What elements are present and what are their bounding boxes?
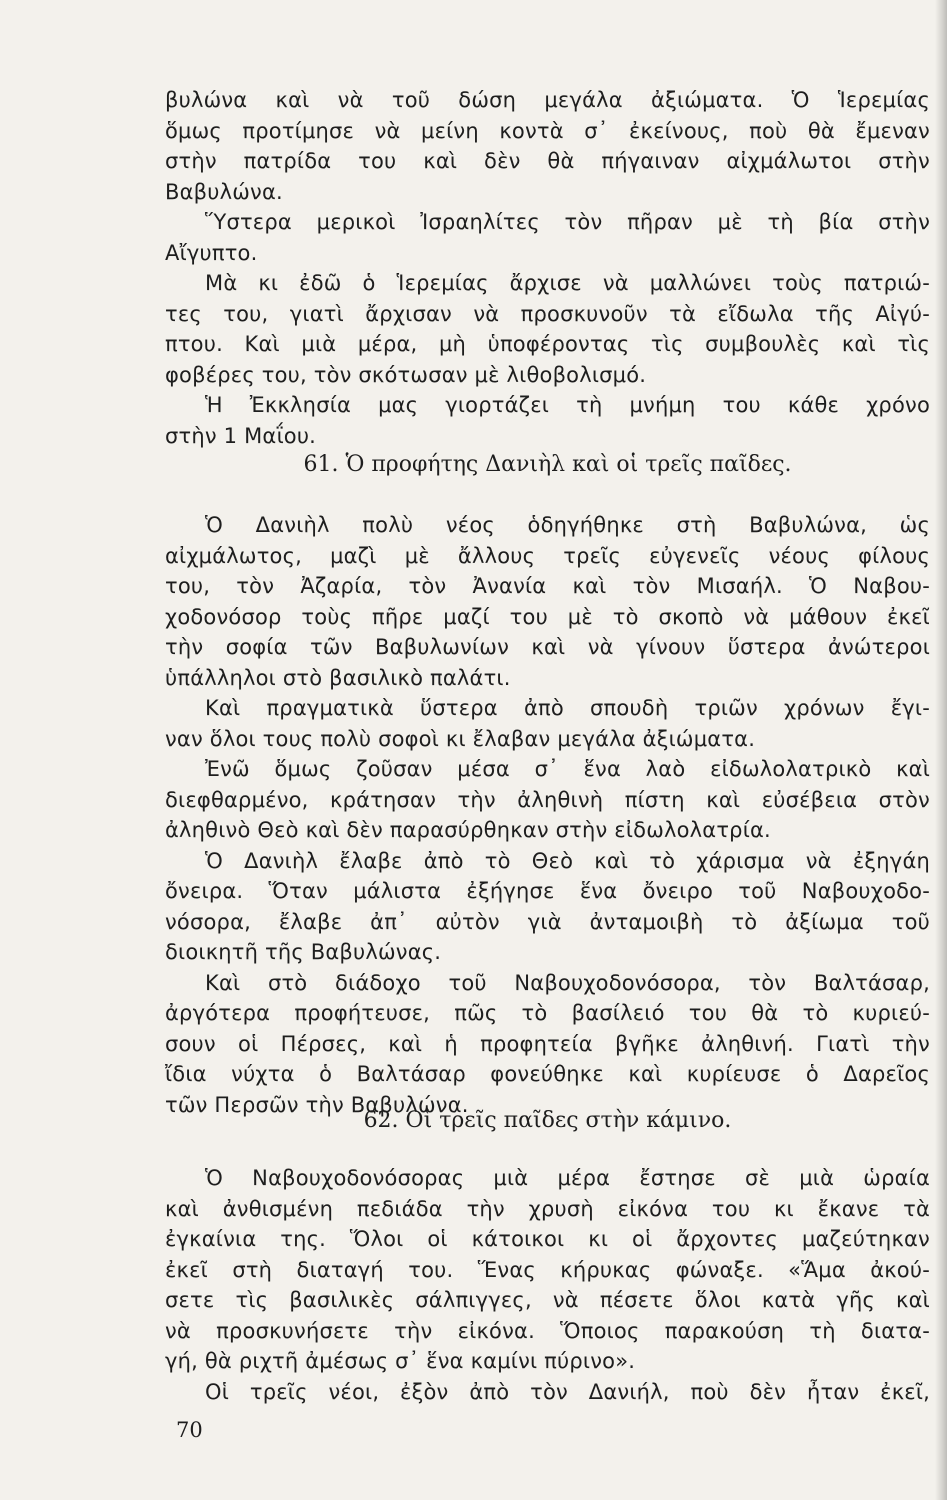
text-line: Καὶ στὸ διάδοχο τοῦ Ναβουχοδονόσορα, τὸν Βαλτάσαρ, bbox=[205, 970, 930, 995]
text-line: ἐκεῖ στὴ διαταγή του. Ἕνας κήρυκας φώναξε. «Ἅμα ἀκού- bbox=[165, 1257, 930, 1282]
text-line: χοδονόσορ τοὺς πῆρε μαζί του μὲ τὸ σκοπὸ νὰ μάθουν ἐκεῖ bbox=[165, 604, 930, 629]
text-line: Καὶ πραγματικὰ ὕστερα ἀπὸ σπουδὴ τριῶν χρόνων ἔγι- bbox=[205, 696, 930, 720]
text-line: ἴδια νύχτα ὁ Βαλτάσαρ φονεύθηκε καὶ κυρίευσε ὁ Δαρεῖος bbox=[165, 1062, 930, 1086]
text-line: πτου. Καὶ μιὰ μέρα, μὴ ὑποφέροντας τὶς συμβουλὲς καὶ τὶς bbox=[165, 332, 930, 356]
text-line: ναν ὅλοι τους πολὺ σοφοὶ κι ἔλαβαν μεγάλα ἀξιώματα. bbox=[165, 726, 756, 751]
page-number: 70 bbox=[176, 1418, 203, 1442]
text-line: του, τὸν Ἀζαρία, τὸν Ἀνανία καὶ τὸν Μισαήλ. Ὁ Ναβου- bbox=[165, 574, 930, 598]
text-line: φοβέρες του, τὸν σκότωσαν μὲ λιθοβολισμό. bbox=[165, 362, 647, 387]
text-line: Ὁ Ναβουχοδονόσορας μιὰ μέρα ἔστησε σὲ μιὰ ὡραία bbox=[205, 1166, 930, 1190]
text-line: αἰχμάλωτος, μαζὶ μὲ ἄλλους τρεῖς εὐγενεῖς νέους φίλους bbox=[165, 543, 930, 568]
section-61-body bbox=[165, 510, 930, 1120]
text-line: Βαβυλώνα. bbox=[165, 179, 283, 204]
page-edge-shadow bbox=[935, 0, 947, 1500]
text-line: καὶ ἀνθισμένη πεδιάδα τὴν χρυσὴ εἰκόνα του κι ἔκανε τὰ bbox=[165, 1196, 930, 1221]
text-line: βυλώνα καὶ νὰ τοῦ δώση μεγάλα ἀξιώματα. Ὁ Ἱερεμίας bbox=[165, 88, 930, 112]
text-line: Ὕστερα μερικοὶ Ἰσραηλίτες τὸν πῆραν μὲ τὴ βία στὴν bbox=[205, 210, 930, 234]
text-line: τῶν Περσῶν τὴν Βαβυλώνα. bbox=[165, 1092, 469, 1117]
text-line: γή, θὰ ριχτῆ ἀμέσως σ᾿ ἕνα καμίνι πύρινο». bbox=[165, 1349, 636, 1373]
text-line: νόσορα, ἔλαβε ἀπ᾿ αὐτὸν γιὰ ἀνταμοιβὴ τὸ ἀξίωμα τοῦ bbox=[165, 909, 930, 934]
text-line: Μὰ κι ἐδῶ ὁ Ἱερεμίας ἄρχισε νὰ μαλλώνει τοὺς πατριώ- bbox=[205, 271, 930, 295]
text-line: τες του, γιατὶ ἄρχισαν νὰ προσκυνοῦν τὰ εἴδωλα τῆς Αἰγύ- bbox=[165, 301, 930, 326]
text-line: Οἱ τρεῖς νέοι, ἐξὸν ἀπὸ τὸν Δανιήλ, ποὺ δὲν ἦταν ἐκεῖ, bbox=[205, 1379, 930, 1404]
text-line: σουν οἱ Πέρσες, καὶ ἡ προφητεία βγῆκε ἀληθινή. Γιατὶ τὴν bbox=[165, 1031, 930, 1056]
text-line: τὴν σοφία τῶν Βαβυλωνίων καὶ νὰ γίνουν ὕστερα ἀνώτεροι bbox=[165, 635, 930, 659]
text-line: στὴν 1 Μαΐου. bbox=[165, 423, 317, 448]
text-line: νὰ προσκυνήσετε τὴν εἰκόνα. Ὅποιος παρακούση τὴ διατα- bbox=[165, 1318, 930, 1343]
text-line: διοικητῆ τῆς Βαβυλώνας. bbox=[165, 940, 442, 964]
text-line: Ἐνῶ ὅμως ζοῦσαν μέσα σ᾿ ἕνα λαὸ εἰδωλολατρικὸ καὶ bbox=[205, 757, 930, 781]
text-line: Αἴγυπτο. bbox=[165, 240, 258, 265]
text-line: ἐγκαίνια της. Ὅλοι οἱ κάτοικοι κι οἱ ἄρχοντες μαζεύτηκαν bbox=[165, 1227, 930, 1251]
top-paragraph bbox=[165, 85, 930, 451]
text-line: στὴν πατρίδα του καὶ δὲν θὰ πήγαιναν αἰχμάλωτοι στὴν bbox=[165, 149, 930, 173]
text-line: Ὁ Δανιὴλ πολὺ νέος ὁδηγήθηκε στὴ Βαβυλώνα, ὡς bbox=[205, 513, 930, 537]
text-line: ὑπάλληλοι στὸ βασιλικὸ παλάτι. bbox=[165, 665, 511, 690]
text-line: Ὁ Δανιὴλ ἔλαβε ἀπὸ τὸ Θεὸ καὶ τὸ χάρισμα νὰ ἐξηγάη bbox=[205, 848, 930, 873]
text-line: ἀληθινὸ Θεὸ καὶ δὲν παρασύρθηκαν στὴν εἰδωλολατρία. bbox=[165, 818, 771, 842]
section-62-body bbox=[165, 1163, 930, 1407]
text-line: Ἡ Ἐκκλησία μας γιορτάζει τὴ μνήμη του κάθε χρόνο bbox=[205, 393, 930, 417]
text-line: διεφθαρμένο, κράτησαν τὴν ἀληθινὴ πίστη καὶ εὐσέβεια στὸν bbox=[165, 787, 930, 812]
section-62-heading: 62. Οἱ τρεῖς παῖδες στὴν κάμινο. bbox=[363, 1108, 732, 1133]
text-line: ὄνειρα. Ὅταν μάλιστα ἐξήγησε ἕνα ὄνειρο τοῦ Ναβουχοδο- bbox=[165, 879, 930, 903]
text-line: ὅμως προτίμησε νὰ μείνη κοντὰ σ᾿ ἐκείνους, ποὺ θὰ ἔμεναν bbox=[165, 118, 930, 143]
text-line: σετε τὶς βασιλικὲς σάλπιγγες, νὰ πέσετε ὅλοι κατὰ γῆς καὶ bbox=[165, 1288, 930, 1312]
section-61-heading: 61. Ὁ προφήτης Δανιὴλ καὶ οἱ τρεῖς παῖδες. bbox=[303, 452, 792, 477]
text-line: ἀργότερα προφήτευσε, πῶς τὸ βασίλειό του θὰ τὸ κυριεύ- bbox=[165, 1001, 930, 1025]
